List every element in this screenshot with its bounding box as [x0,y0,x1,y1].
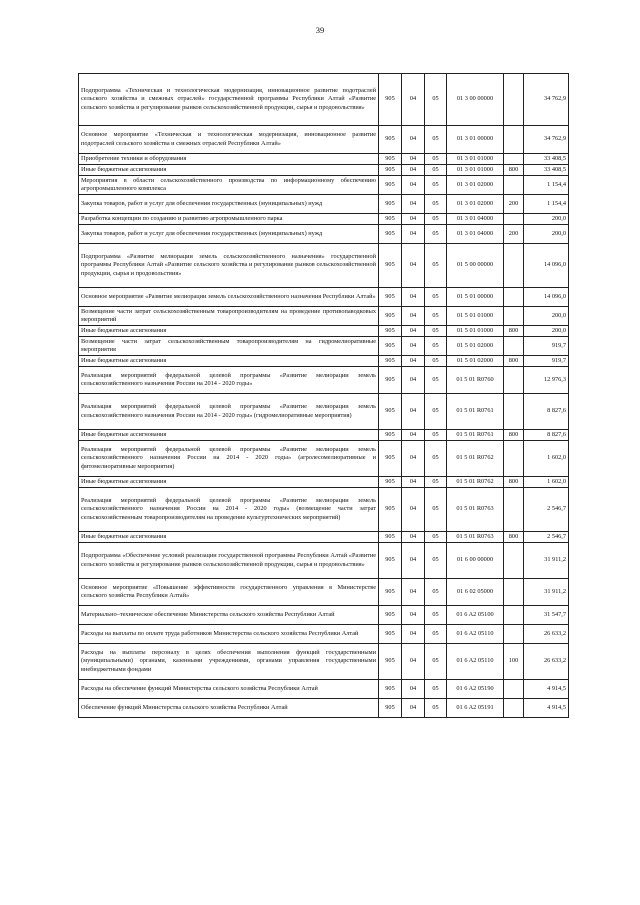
amount: 4 914,5 [524,699,569,718]
expense-type-code [504,543,524,579]
subsection-code: 05 [425,680,447,699]
budget-item-name: Реализация мероприятий федеральной целевой программы «Развитие мелиорации земель сельскохозяйственного назначения России на 2014 - 2020 годы» (гидромелиоративные мероприятия) [79,394,379,430]
target-article-code: 01 6 02 05000 [447,579,504,606]
section-code: 04 [402,214,425,225]
admin-code: 905 [379,367,402,394]
amount: 2 546,7 [524,488,569,532]
target-article-code: 01 6 A2 05110 [447,644,504,680]
admin-code: 905 [379,154,402,165]
amount: 1 154,4 [524,195,569,214]
amount: 33 408,5 [524,165,569,176]
table-row [79,699,569,718]
table-row [79,176,569,195]
target-article-code: 01 5 01 R0763 [447,488,504,532]
table-row [79,244,569,288]
table-row [79,337,569,356]
budget-item-name: Реализация мероприятий федеральной целевой программы «Развитие мелиорации земель сельскохозяйственного назначения России на 2014 - 2020 годы» [79,367,379,394]
amount: 2 546,7 [524,532,569,543]
expense-type-code [504,625,524,644]
section-code: 04 [402,337,425,356]
subsection-code: 05 [425,244,447,288]
target-article-code: 01 6 A2 05191 [447,699,504,718]
target-article-code: 01 5 01 02000 [447,337,504,356]
budget-item-name: Иные бюджетные ассигнования [79,532,379,543]
subsection-code: 05 [425,606,447,625]
amount: 919,7 [524,337,569,356]
amount: 33 408,5 [524,154,569,165]
subsection-code: 05 [425,337,447,356]
section-code: 04 [402,606,425,625]
admin-code: 905 [379,699,402,718]
expense-type-code: 800 [504,477,524,488]
section-code: 04 [402,307,425,326]
budget-item-name: Подпрограмма «Техническая и технологическая модернизация, инновационное развитие подотраслей сельского хозяйства и смежных отраслей» государственной программы Республики Алтай «Развитие сельского хозяйства и регулирование рынков сельскохозяйственной продукции, сырья и продовольствия» [79,74,379,126]
amount: 31 911,2 [524,579,569,606]
section-code: 04 [402,154,425,165]
expense-type-code [504,337,524,356]
table-row [79,288,569,307]
budget-item-name: Расходы на выплаты персоналу в целях обеспечения выполнения функций государственными (муниципальными) органами, казенными учреждениями, органами управления государственными внебюджетными фондами [79,644,379,680]
target-article-code: 01 3 01 02000 [447,195,504,214]
table-row [79,225,569,244]
subsection-code: 05 [425,625,447,644]
amount: 14 096,0 [524,288,569,307]
target-article-code: 01 5 01 R0762 [447,477,504,488]
budget-item-name: Расходы на обеспечение функций Министерства сельского хозяйства Республики Алтай [79,680,379,699]
subsection-code: 05 [425,214,447,225]
admin-code: 905 [379,74,402,126]
expense-type-code [504,74,524,126]
section-code: 04 [402,477,425,488]
budget-item-name: Иные бюджетные ассигнования [79,430,379,441]
target-article-code: 01 6 A2 05100 [447,606,504,625]
expense-type-code: 800 [504,430,524,441]
admin-code: 905 [379,644,402,680]
section-code: 04 [402,543,425,579]
expense-type-code [504,126,524,154]
subsection-code: 05 [425,394,447,430]
table-row [79,126,569,154]
expense-type-code [504,394,524,430]
admin-code: 905 [379,326,402,337]
amount: 200,0 [524,225,569,244]
amount: 8 827,6 [524,430,569,441]
budget-item-name: Мероприятия в области сельскохозяйственного производства по информационному обеспечению агропромышленного комплекса [79,176,379,195]
expense-type-code [504,680,524,699]
subsection-code: 05 [425,326,447,337]
expense-type-code: 800 [504,165,524,176]
section-code: 04 [402,165,425,176]
section-code: 04 [402,441,425,477]
table-row [79,367,569,394]
section-code: 04 [402,430,425,441]
page-number: 39 [315,25,325,35]
subsection-code: 05 [425,154,447,165]
admin-code: 905 [379,214,402,225]
subsection-code: 05 [425,356,447,367]
table-row [79,74,569,126]
subsection-code: 05 [425,543,447,579]
expense-type-code [504,579,524,606]
expense-type-code: 800 [504,356,524,367]
target-article-code: 01 5 01 R0761 [447,430,504,441]
expense-type-code: 800 [504,326,524,337]
target-article-code: 01 5 01 02000 [447,356,504,367]
subsection-code: 05 [425,477,447,488]
budget-item-name: Иные бюджетные ассигнования [79,477,379,488]
table-row [79,477,569,488]
table-row [79,307,569,326]
section-code: 04 [402,244,425,288]
budget-item-name: Разработка концепции по созданию и развитию агропромышленного парка [79,214,379,225]
expense-type-code [504,488,524,532]
section-code: 04 [402,488,425,532]
target-article-code: 01 3 00 00000 [447,74,504,126]
budget-item-name: Расходы на выплаты по оплате труда работников Министерства сельского хозяйства Республики Алтай [79,625,379,644]
amount: 12 976,3 [524,367,569,394]
target-article-code: 01 5 01 R0761 [447,394,504,430]
admin-code: 905 [379,225,402,244]
subsection-code: 05 [425,430,447,441]
section-code: 04 [402,74,425,126]
budget-table-body [79,74,569,718]
budget-item-name: Приобретение техники и оборудования [79,154,379,165]
table-row [79,441,569,477]
budget-item-name: Закупка товаров, работ и услуг для обеспечения государственных (муниципальных) нужд [79,225,379,244]
amount: 1 154,4 [524,176,569,195]
table-row [79,579,569,606]
admin-code: 905 [379,543,402,579]
amount: 200,0 [524,326,569,337]
admin-code: 905 [379,606,402,625]
budget-item-name: Иные бюджетные ассигнования [79,326,379,337]
section-code: 04 [402,176,425,195]
admin-code: 905 [379,430,402,441]
section-code: 04 [402,195,425,214]
target-article-code: 01 3 01 02000 [447,176,504,195]
amount: 4 914,5 [524,680,569,699]
amount: 14 096,0 [524,244,569,288]
admin-code: 905 [379,625,402,644]
section-code: 04 [402,326,425,337]
budget-item-name: Возмещение части затрат сельскохозяйственным товаропроизводителям на проведение противопаводковых мероприятий [79,307,379,326]
subsection-code: 05 [425,195,447,214]
section-code: 04 [402,625,425,644]
amount: 8 827,6 [524,394,569,430]
expense-type-code: 100 [504,644,524,680]
subsection-code: 05 [425,176,447,195]
subsection-code: 05 [425,644,447,680]
budget-item-name: Реализация мероприятий федеральной целевой программы «Развитие мелиорации земель сельскохозяйственного назначения России на 2014 - 2020 годы» (возмещение части затрат сельскохозяйственным товаропроизводителям на проведение культуртехнических мероприятий) [79,488,379,532]
amount: 200,0 [524,214,569,225]
expense-type-code [504,176,524,195]
table-row [79,488,569,532]
section-code: 04 [402,532,425,543]
target-article-code: 01 3 01 00000 [447,126,504,154]
amount: 31 547,7 [524,606,569,625]
amount: 200,0 [524,307,569,326]
section-code: 04 [402,126,425,154]
target-article-code: 01 6 00 00000 [447,543,504,579]
admin-code: 905 [379,579,402,606]
table-row [79,606,569,625]
expense-type-code [504,214,524,225]
admin-code: 905 [379,244,402,288]
section-code: 04 [402,225,425,244]
subsection-code: 05 [425,579,447,606]
budget-item-name: Материально–техническое обеспечение Министерства сельского хозяйства Республики Алтай [79,606,379,625]
table-row [79,543,569,579]
expense-type-code [504,367,524,394]
admin-code: 905 [379,488,402,532]
admin-code: 905 [379,477,402,488]
target-article-code: 01 5 01 R0763 [447,532,504,543]
table-row [79,625,569,644]
expense-type-code: 800 [504,532,524,543]
table-row [79,154,569,165]
amount: 1 602,0 [524,441,569,477]
target-article-code: 01 5 01 00000 [447,288,504,307]
amount: 31 911,2 [524,543,569,579]
budget-item-name: Основное мероприятие «Техническая и технологическая модернизация, инновационное развитие подотраслей сельского хозяйства и смежных отраслей Республики Алтай» [79,126,379,154]
target-article-code: 01 3 01 04000 [447,225,504,244]
table-row [79,532,569,543]
amount: 26 633,2 [524,625,569,644]
subsection-code: 05 [425,165,447,176]
budget-item-name: Реализация мероприятий федеральной целевой программы «Развитие мелиорации земель сельскохозяйственного назначения России на 2014 - 2020 годы» (агролесомелиоративные и фитомелиоративные мероприятия) [79,441,379,477]
budget-item-name: Закупка товаров, работ и услуг для обеспечения государственных (муниципальных) нужд [79,195,379,214]
expense-type-code [504,154,524,165]
table-row [79,214,569,225]
subsection-code: 05 [425,307,447,326]
expense-type-code: 200 [504,225,524,244]
admin-code: 905 [379,165,402,176]
target-article-code: 01 5 00 00000 [447,244,504,288]
amount: 919,7 [524,356,569,367]
expense-type-code [504,606,524,625]
admin-code: 905 [379,307,402,326]
subsection-code: 05 [425,126,447,154]
section-code: 04 [402,356,425,367]
expense-type-code [504,699,524,718]
budget-item-name: Иные бюджетные ассигнования [79,165,379,176]
section-code: 04 [402,288,425,307]
admin-code: 905 [379,441,402,477]
budget-item-name: Основное мероприятие «Повышение эффективности государственного управления в Министерстве сельского хозяйства Республики Алтай» [79,579,379,606]
expense-type-code [504,288,524,307]
admin-code: 905 [379,356,402,367]
section-code: 04 [402,680,425,699]
expense-type-code [504,441,524,477]
section-code: 04 [402,579,425,606]
amount: 34 762,9 [524,74,569,126]
subsection-code: 05 [425,74,447,126]
subsection-code: 05 [425,441,447,477]
table-row [79,430,569,441]
section-code: 04 [402,644,425,680]
admin-code: 905 [379,176,402,195]
target-article-code: 01 3 01 04000 [447,214,504,225]
budget-item-name: Обеспечение функций Министерства сельского хозяйства Республики Алтай [79,699,379,718]
admin-code: 905 [379,680,402,699]
section-code: 04 [402,394,425,430]
table-row [79,680,569,699]
budget-table [78,73,569,718]
budget-item-name: Возмещение части затрат сельскохозяйственным товаропроизводителям на гидромелиоративные мероприятия [79,337,379,356]
table-row [79,394,569,430]
target-article-code: 01 3 01 01000 [447,165,504,176]
table-row [79,326,569,337]
budget-item-name: Подпрограмма «Обеспечение условий реализации государственной программы Республики Алтай «Развитие сельского хозяйства и регулирование рынков сельскохозяйственной продукции, сырья и продовольствия» [79,543,379,579]
expense-type-code [504,244,524,288]
section-code: 04 [402,699,425,718]
subsection-code: 05 [425,225,447,244]
subsection-code: 05 [425,699,447,718]
amount: 1 602,0 [524,477,569,488]
table-row [79,195,569,214]
admin-code: 905 [379,288,402,307]
target-article-code: 01 6 A2 05110 [447,625,504,644]
admin-code: 905 [379,532,402,543]
target-article-code: 01 6 A2 05190 [447,680,504,699]
target-article-code: 01 5 01 01000 [447,326,504,337]
expense-type-code: 200 [504,195,524,214]
table-row [79,644,569,680]
target-article-code: 01 5 01 01000 [447,307,504,326]
target-article-code: 01 5 01 R0762 [447,441,504,477]
subsection-code: 05 [425,488,447,532]
budget-item-name: Иные бюджетные ассигнования [79,356,379,367]
amount: 34 762,9 [524,126,569,154]
expense-type-code [504,307,524,326]
subsection-code: 05 [425,288,447,307]
subsection-code: 05 [425,532,447,543]
amount: 26 633,2 [524,644,569,680]
table-row [79,356,569,367]
budget-item-name: Основное мероприятие «Развитие мелиорации земель сельскохозяйственного назначения Республики Алтай» [79,288,379,307]
target-article-code: 01 5 01 R0760 [447,367,504,394]
target-article-code: 01 3 01 01000 [447,154,504,165]
admin-code: 905 [379,394,402,430]
section-code: 04 [402,367,425,394]
subsection-code: 05 [425,367,447,394]
table-row [79,165,569,176]
admin-code: 905 [379,126,402,154]
admin-code: 905 [379,337,402,356]
admin-code: 905 [379,195,402,214]
budget-item-name: Подпрограмма «Развитие мелиорации земель сельскохозяйственного назначения» государственной программы Республики Алтай «Развитие сельского хозяйства и регулирование рынков сельскохозяйственной продукции, сырья и продовольствия» [79,244,379,288]
